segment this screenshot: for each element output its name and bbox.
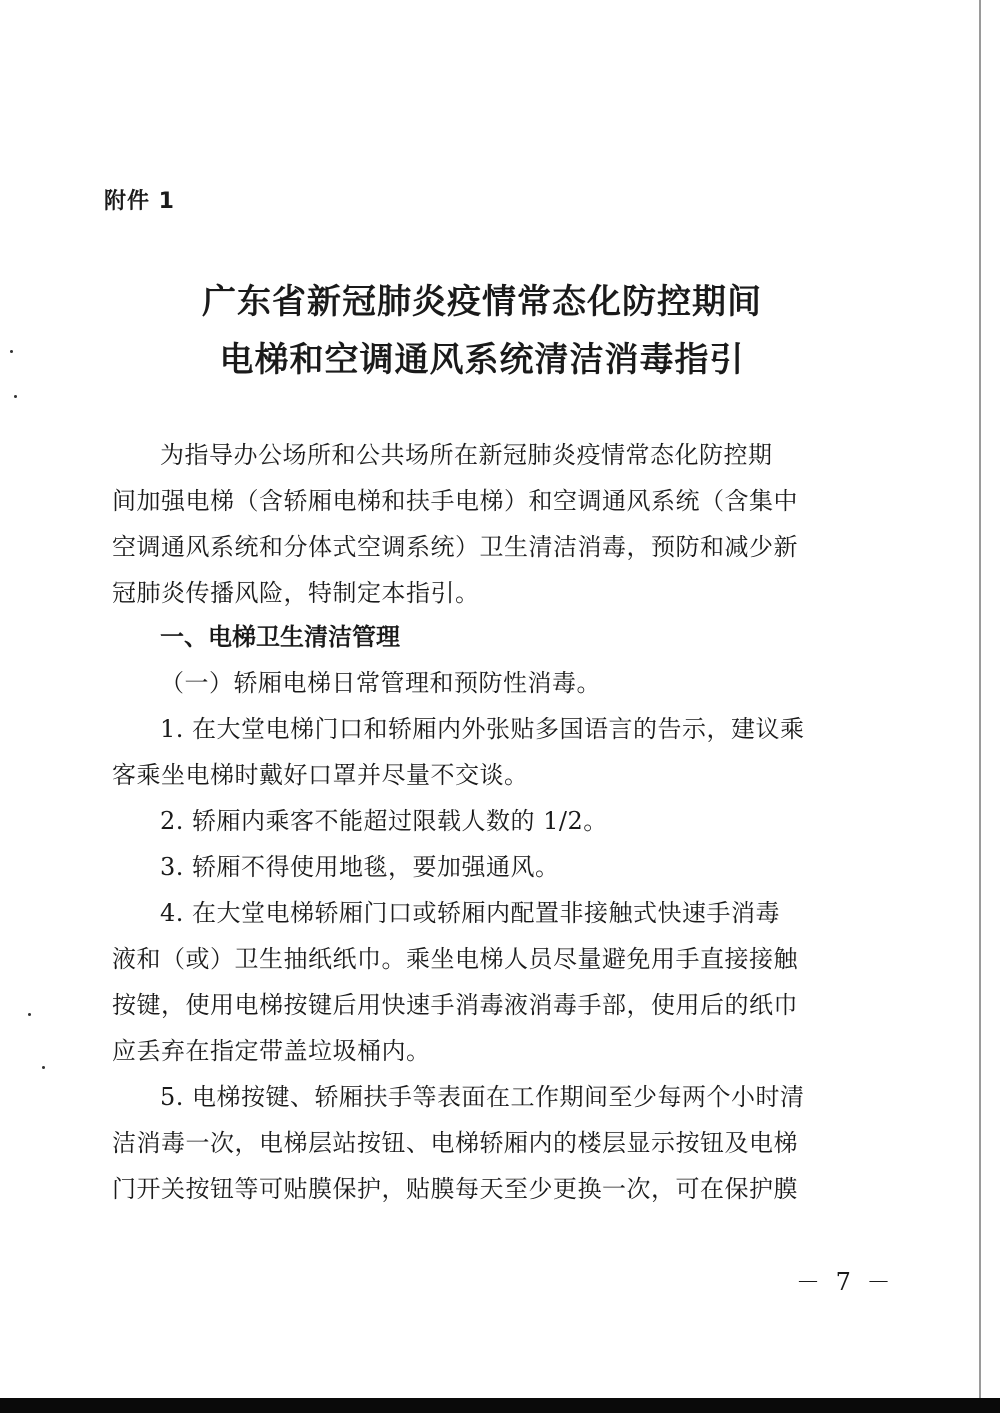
item-5-line-1: 5. 电梯按键、轿厢扶手等表面在工作期间至少每两个小时清 (160, 1083, 805, 1111)
item-4-line-1: 4. 在大堂电梯轿厢门口或轿厢内配置非接触式快速手消毒 (160, 899, 781, 927)
document-title-line-2: 电梯和空调通风系统清洁消毒指引 (219, 340, 745, 380)
scan-bottom-edge (0, 1398, 1000, 1413)
item-1-line-1: 1. 在大堂电梯门口和轿厢内外张贴多国语言的告示，建议乘 (160, 715, 805, 743)
document-title-line-1: 广东省新冠肺炎疫情常态化防控期间 (202, 282, 762, 322)
item-5-line-3: 门开关按钮等可贴膜保护，贴膜每天至少更换一次，可在保护膜 (112, 1175, 798, 1203)
scan-speck (28, 1013, 31, 1016)
intro-line-1: 为指导办公场所和公共场所在新冠肺炎疫情常态化防控期 (160, 441, 773, 469)
scan-speck (42, 1066, 45, 1069)
scan-speck (14, 395, 17, 398)
item-3: 3. 轿厢不得使用地毯，要加强通风。 (160, 853, 560, 881)
item-5-line-2: 洁消毒一次，电梯层站按钮、电梯轿厢内的楼层显示按钮及电梯 (112, 1129, 798, 1157)
scan-right-edge (979, 0, 981, 1413)
intro-line-4: 冠肺炎传播风险，特制定本指引。 (112, 579, 480, 607)
item-4-line-4: 应丢弃在指定带盖垃圾桶内。 (112, 1037, 431, 1065)
subsection-heading-cabin: （一）轿厢电梯日常管理和预防性消毒。 (160, 669, 601, 697)
intro-line-3: 空调通风系统和分体式空调系统）卫生清洁消毒，预防和减少新 (112, 533, 798, 561)
attachment-label: 附件 1 (104, 189, 175, 214)
item-4-line-2: 液和（或）卫生抽纸纸巾。乘坐电梯人员尽量避免用手直接接触 (112, 945, 798, 973)
page-number: － 7 － (796, 1268, 895, 1296)
section-heading-elevator: 一、电梯卫生清洁管理 (160, 623, 400, 651)
item-4-line-3: 按键，使用电梯按键后用快速手消毒液消毒手部，使用后的纸巾 (112, 991, 798, 1019)
intro-line-2: 间加强电梯（含轿厢电梯和扶手电梯）和空调通风系统（含集中 (112, 487, 798, 515)
item-1-line-2: 客乘坐电梯时戴好口罩并尽量不交谈。 (112, 761, 529, 789)
item-2: 2. 轿厢内乘客不能超过限载人数的 1/2。 (160, 807, 608, 835)
